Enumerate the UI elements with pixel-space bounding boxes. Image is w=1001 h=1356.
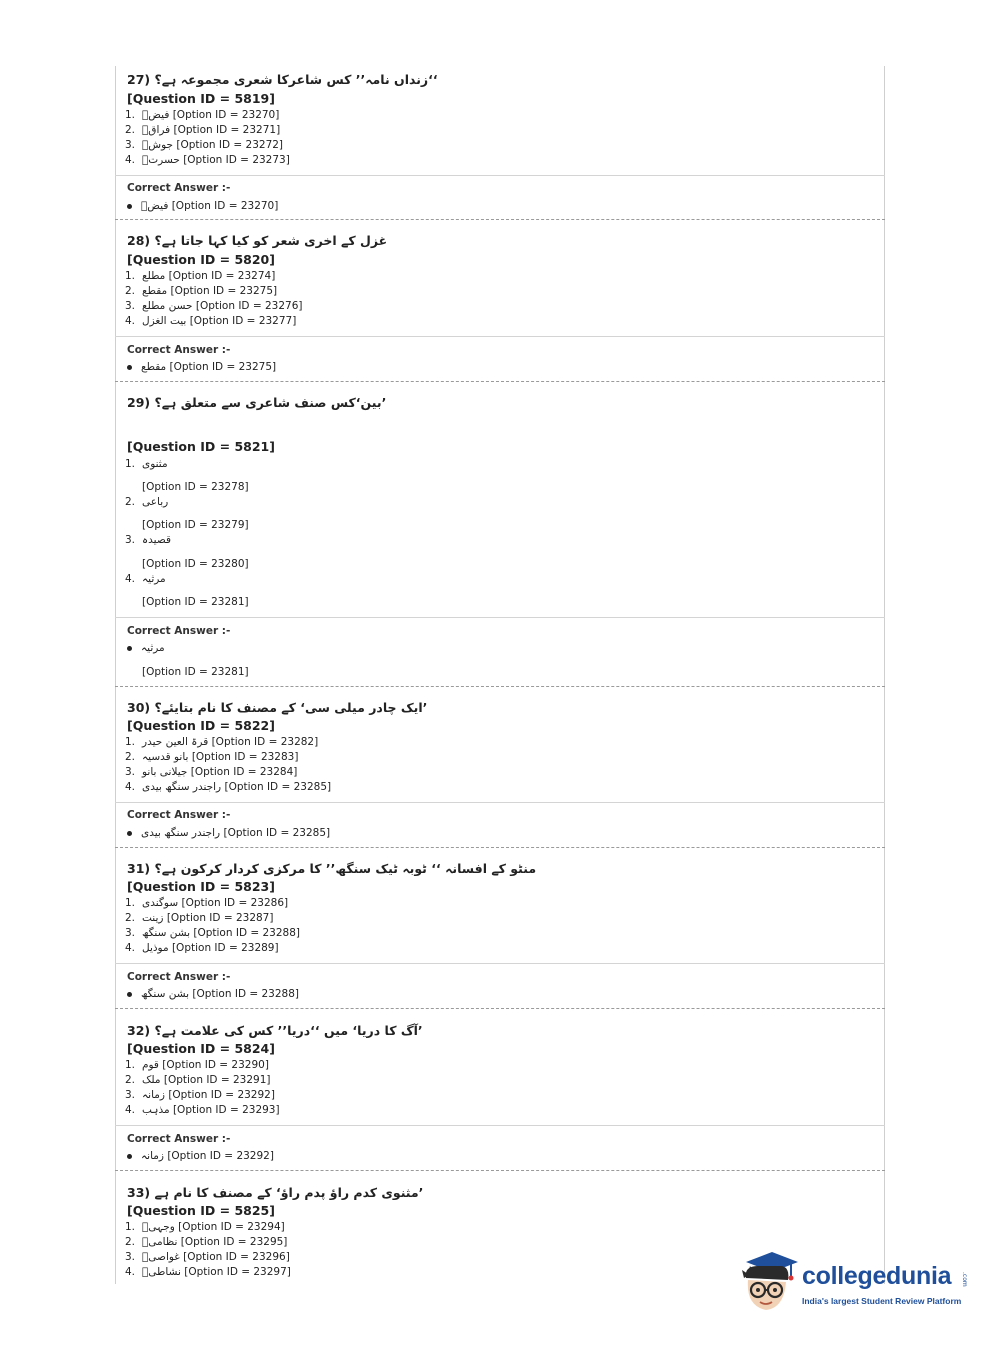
option-4: 4. موذیل [Option ID = 23289]	[125, 942, 279, 954]
option-1: 1. قوم [Option ID = 23290]	[125, 1059, 269, 1071]
question-title: 30) ’ایک چادر میلی سی‘ کے مصنف کا نام بتایئے؟	[127, 700, 428, 715]
correct-answer: زمانہ [Option ID = 23292]	[127, 1149, 274, 1163]
question-id: [Question ID = 5825]	[127, 1203, 275, 1218]
option-3: 3. قصیدہ	[125, 534, 171, 546]
question-separator	[115, 219, 885, 220]
correct-answer-label: Correct Answer :-	[127, 344, 231, 356]
question-title: 32) ’آگ کا دریا‘ میں ‘‘دریا’’ کس کی علامت ہے؟	[127, 1023, 423, 1038]
question-sheet	[115, 66, 885, 1284]
bullet-icon	[127, 992, 132, 997]
correct-answer: مرثیہ	[127, 641, 165, 655]
correct-answer: مقطع [Option ID = 23275]	[127, 360, 276, 374]
sheet-right-border	[884, 66, 885, 1284]
option-2-id: [Option ID = 23279]	[142, 519, 249, 531]
question-title: 33) ’مثنوی کدم راؤ پدم راؤ‘ کے مصنف کا نام ہے	[127, 1185, 424, 1200]
question-separator	[115, 847, 885, 848]
question-id: [Question ID = 5819]	[127, 91, 275, 106]
bullet-icon	[127, 831, 132, 836]
option-4: 4. بیت الغزل [Option ID = 23277]	[125, 315, 297, 327]
sheet-left-border	[115, 66, 116, 1284]
option-1: 1. قرۃ العین حیدر [Option ID = 23282]	[125, 736, 319, 748]
correct-answer-id: [Option ID = 23281]	[142, 666, 249, 678]
mascot-icon	[738, 1248, 800, 1316]
divider	[115, 802, 885, 803]
question-id: [Question ID = 5823]	[127, 879, 275, 894]
divider	[115, 175, 885, 176]
correct-answer-label: Correct Answer :-	[127, 971, 231, 983]
correct-answer: راجندر سنگھ بیدی [Option ID = 23285]	[127, 826, 330, 840]
option-4: 4. حسرتؔ [Option ID = 23273]	[125, 154, 290, 166]
question-id: [Question ID = 5822]	[127, 718, 275, 733]
option-2: 2. زینت [Option ID = 23287]	[125, 912, 274, 924]
question-separator	[115, 1008, 885, 1009]
question-title: 28) غزل کے اخری شعر کو کیا کہا جاتا ہے؟	[127, 233, 388, 248]
divider	[115, 617, 885, 618]
option-4: 4. مذہب [Option ID = 23293]	[125, 1104, 280, 1116]
option-1: 1. سوگندی [Option ID = 23286]	[125, 897, 289, 909]
option-1: 1. مثنوی	[125, 458, 168, 470]
brand-domain: .com	[961, 1272, 968, 1287]
option-3: 3. بشن سنگھ [Option ID = 23288]	[125, 927, 301, 939]
brand-tagline: India's largest Student Review Platform	[802, 1296, 962, 1306]
brand-name: collegedunia	[802, 1262, 952, 1290]
option-4: 4. نشاطیؔ [Option ID = 23297]	[125, 1266, 291, 1278]
bullet-icon	[127, 646, 132, 651]
question-title: 29) ’بین‘کس صنف شاعری سے متعلق ہے؟	[127, 395, 387, 410]
correct-answer-label: Correct Answer :-	[127, 625, 231, 637]
divider	[115, 963, 885, 964]
bullet-icon	[127, 1154, 132, 1159]
bullet-icon	[127, 365, 132, 370]
option-3: 3. زمانہ [Option ID = 23292]	[125, 1089, 275, 1101]
option-3: 3. غواصیؔ [Option ID = 23296]	[125, 1251, 290, 1263]
correct-answer-label: Correct Answer :-	[127, 182, 231, 194]
option-1: 1. وجہیؔ [Option ID = 23294]	[125, 1221, 285, 1233]
divider	[115, 336, 885, 337]
correct-answer-label: Correct Answer :-	[127, 1133, 231, 1145]
option-4-id: [Option ID = 23281]	[142, 596, 249, 608]
option-2: 2. نظامیؔ [Option ID = 23295]	[125, 1236, 288, 1248]
collegedunia-logo[interactable]	[738, 1248, 978, 1318]
divider	[115, 1125, 885, 1126]
question-separator	[115, 381, 885, 382]
question-id: [Question ID = 5820]	[127, 252, 275, 267]
question-id: [Question ID = 5821]	[127, 439, 275, 454]
option-2: 2. رباعی	[125, 496, 169, 508]
option-2: 2. فراقؔ [Option ID = 23271]	[125, 124, 281, 136]
option-4: 4. راجندر سنگھ بیدی [Option ID = 23285]	[125, 781, 332, 793]
correct-answer: بشن سنگھ [Option ID = 23288]	[127, 987, 299, 1001]
option-4: 4. مرثیہ	[125, 573, 166, 585]
option-2: 2. ملک [Option ID = 23291]	[125, 1074, 271, 1086]
option-2: 2. مقطع [Option ID = 23275]	[125, 285, 278, 297]
question-title: 31) منٹو کے افسانہ ‘‘ ٹوبہ ٹیک سنگھ’’ کا مرکزی کردار کرکون ہے؟	[127, 861, 537, 876]
question-separator	[115, 686, 885, 687]
correct-answer: فیضؔ [Option ID = 23270]	[127, 199, 278, 213]
option-2: 2. بانو قدسیہ [Option ID = 23283]	[125, 751, 299, 763]
question-title: 27) ‘‘زنداں نامہ’’ کس شاعرکا شعری مجموعہ ہے؟	[127, 72, 438, 87]
option-3: 3. جوشؔ [Option ID = 23272]	[125, 139, 284, 151]
question-id: [Question ID = 5824]	[127, 1041, 275, 1056]
option-3: 3. جیلانی بانو [Option ID = 23284]	[125, 766, 298, 778]
option-1: 1. فیضؔ [Option ID = 23270]	[125, 109, 280, 121]
option-3-id: [Option ID = 23280]	[142, 558, 249, 570]
option-1: 1. مطلع [Option ID = 23274]	[125, 270, 276, 282]
correct-answer-label: Correct Answer :-	[127, 809, 231, 821]
option-3: 3. حسن مطلع [Option ID = 23276]	[125, 300, 303, 312]
option-1-id: [Option ID = 23278]	[142, 481, 249, 493]
question-separator	[115, 1170, 885, 1171]
bullet-icon	[127, 204, 132, 209]
